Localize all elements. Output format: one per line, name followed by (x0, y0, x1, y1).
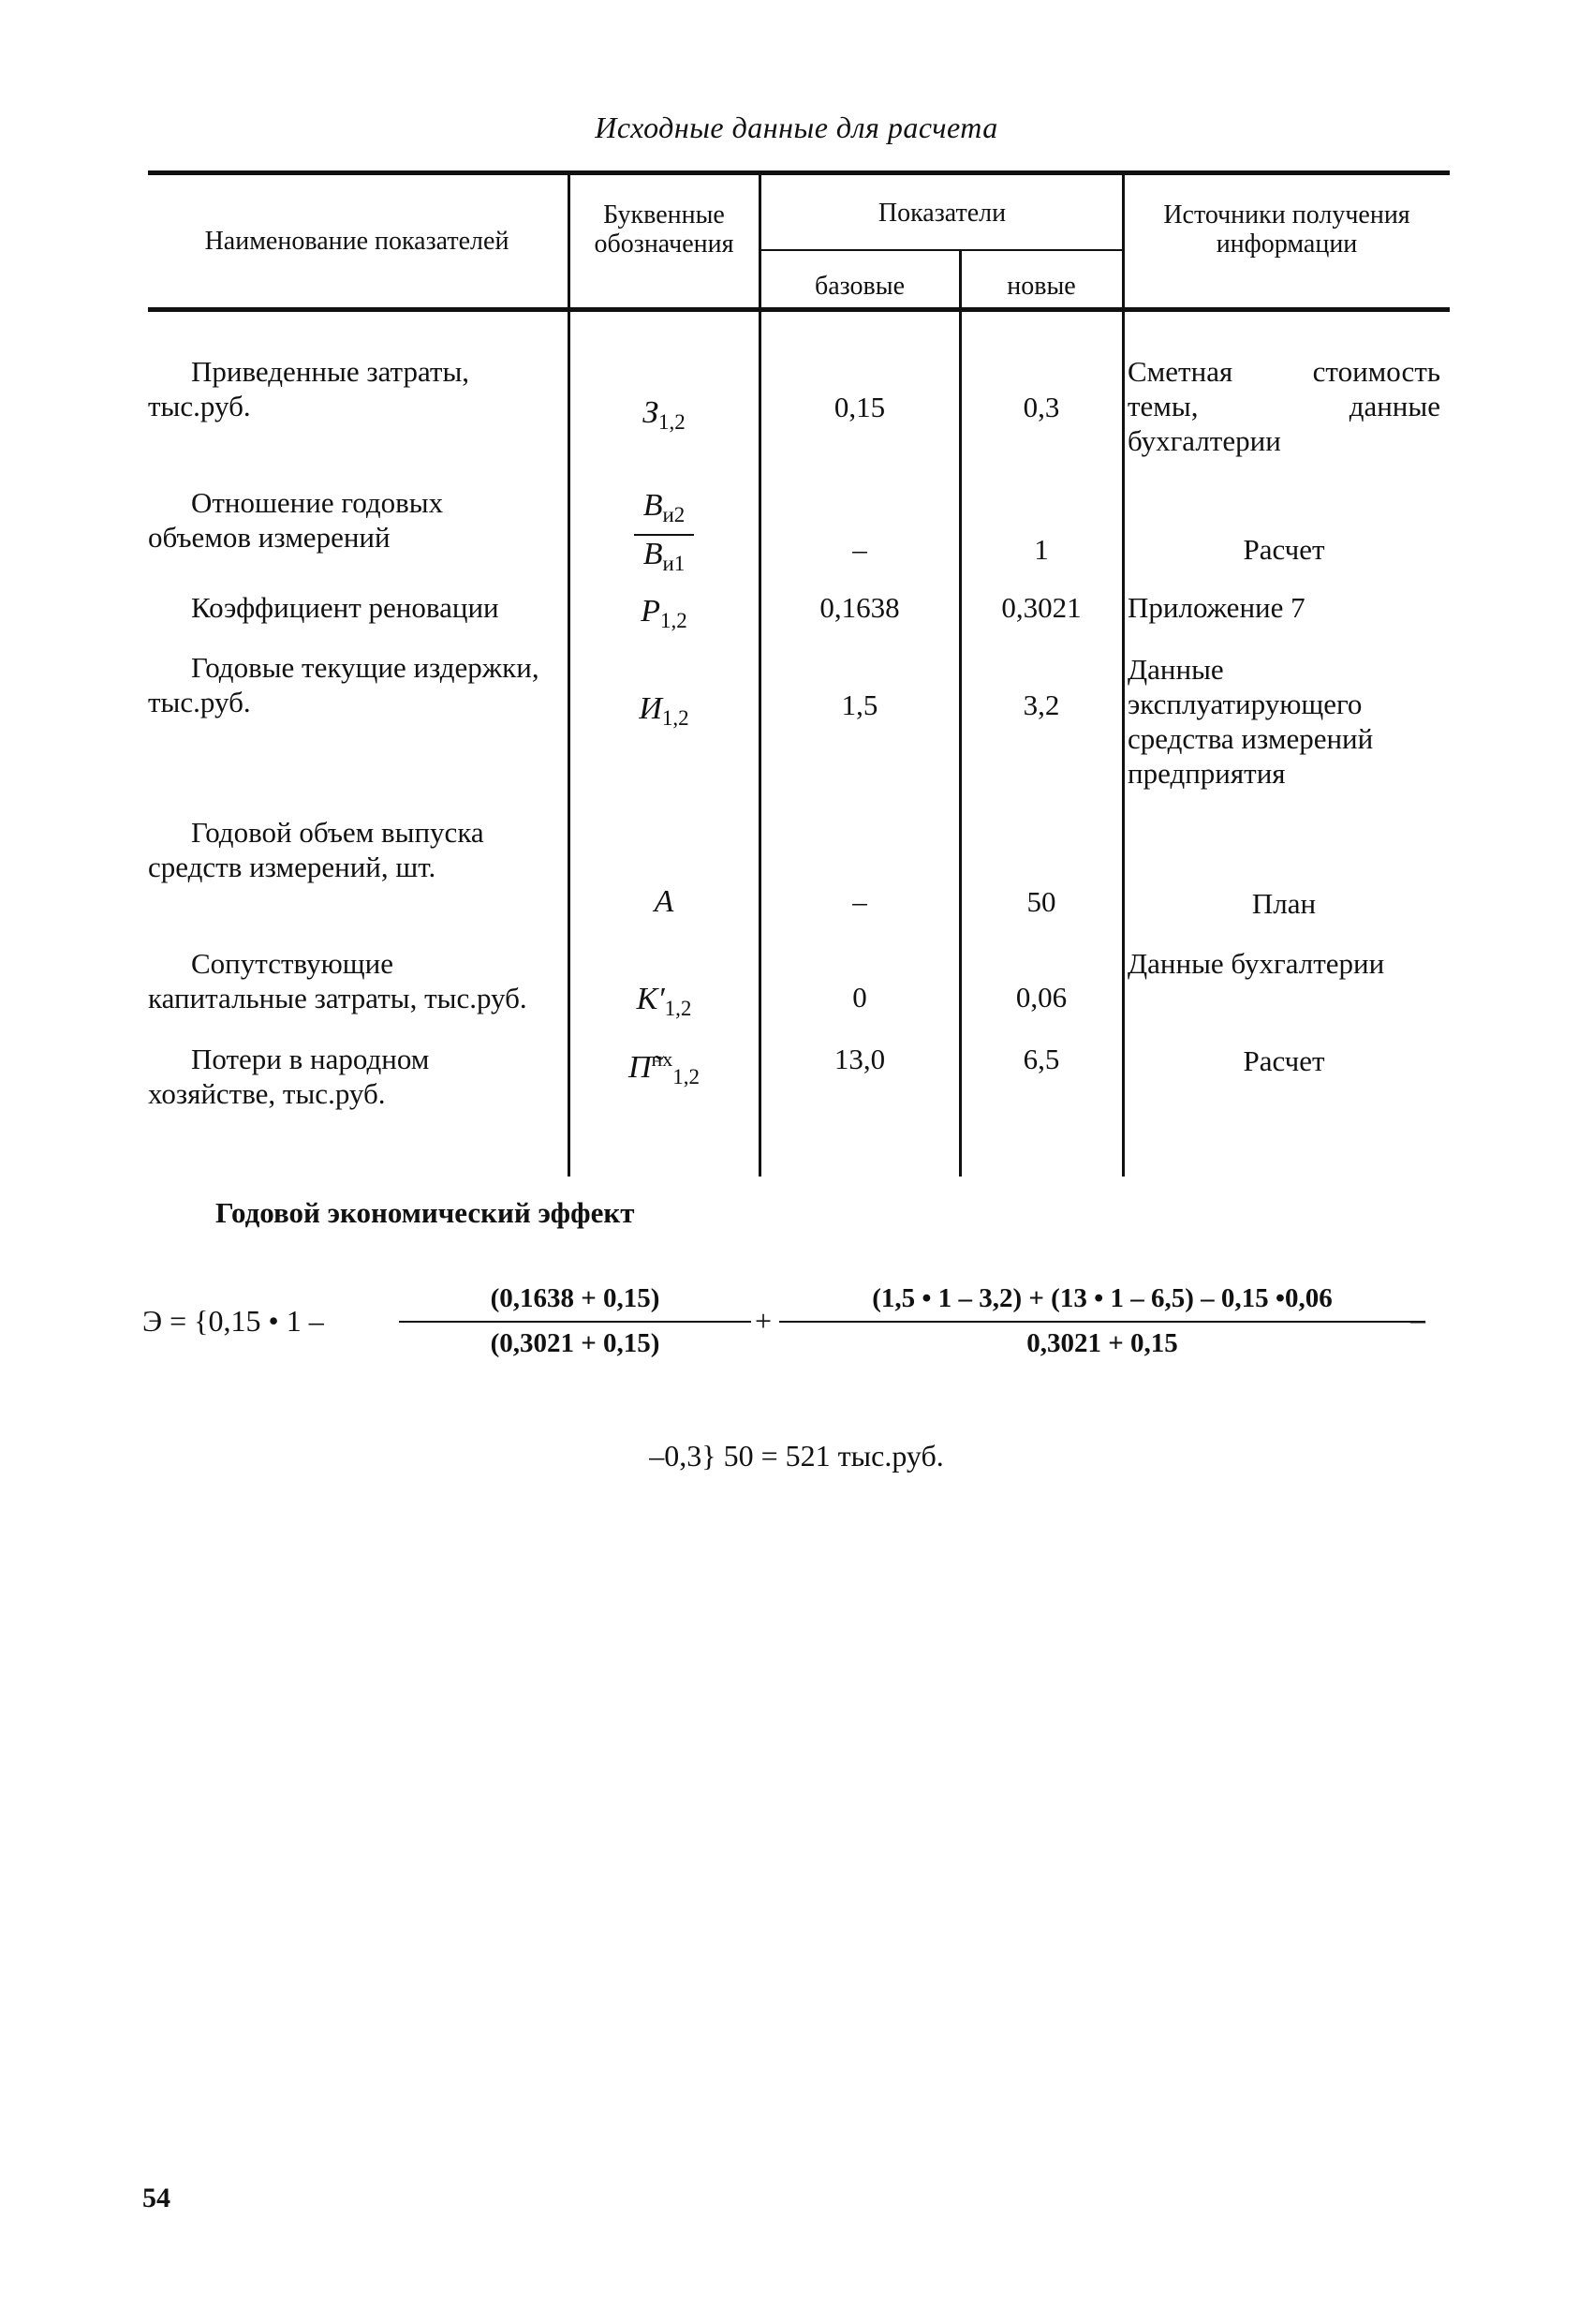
formula-trailing-minus: – (1410, 1302, 1425, 1336)
column-divider-1 (568, 172, 570, 1177)
row-source: Приложение 7 (1128, 591, 1305, 624)
formula-fraction-2-denominator: 0,3021 + 0,15 (1026, 1328, 1178, 1358)
row-new: 6,5 (1023, 1043, 1060, 1075)
formula-result: –0,3} 50 = 521 тыс.руб. (649, 1439, 944, 1473)
row-source: План (1251, 887, 1317, 920)
row-basic: – (852, 885, 867, 918)
page-number: 54 (142, 2183, 170, 2213)
row-new: 1 (1034, 533, 1049, 566)
row-new: 0,3 (1023, 391, 1060, 423)
row-symbol: А (654, 884, 674, 919)
row-name: Коэффициент реновации (191, 591, 499, 624)
column-divider-4 (1122, 172, 1125, 1177)
table-caption: Исходные данные для расчета (595, 111, 998, 144)
header-sources: Источники получения информации (1163, 200, 1410, 259)
row-source: Сметная стоимость темы, данные бухгалтерии (1128, 355, 1440, 457)
row-source: Расчет (1243, 533, 1325, 566)
formula-plus: + (755, 1304, 773, 1338)
row-name: Потери в народном хозяйстве, тыс.руб. (148, 1043, 430, 1110)
row-source: Данные эксплуатирующего средства измерений предприятия (1128, 653, 1374, 790)
row-basic: 13,0 (833, 1043, 886, 1075)
column-divider-2 (759, 172, 761, 1177)
header-basic: базовые (814, 272, 906, 301)
row-symbol: П̃$^{нх}_{1,2}$ (627, 1047, 701, 1088)
row-name: Годовой объем выпуска средств измерений, шт. (148, 816, 484, 883)
formula-fraction-1-numerator: (0,1638 + 0,15) (490, 1283, 660, 1313)
formula-fraction-1-bar (399, 1321, 751, 1323)
formula-fraction-2-bar (779, 1321, 1425, 1323)
row-name: Приведенные затраты, тыс.руб. (148, 355, 470, 422)
header-name: Наименование показателей (204, 227, 509, 256)
row-basic: 0,1638 (819, 591, 900, 624)
indicators-sub-rule (760, 249, 1124, 251)
row-name: Сопутствующие капитальные затраты, тыс.руб. (148, 947, 527, 1014)
row-symbol: $Р_{1,2}$ (641, 594, 687, 632)
header-indicators: Показатели (878, 199, 1007, 228)
row-name: Отношение годовых объемов измерений (148, 486, 444, 554)
header-symbols: Буквенные обозначения (594, 200, 734, 259)
formula-fraction-2-numerator: (1,5 • 1 – 3,2) + (13 • 1 – 6,5) – 0,15 •0,06 (872, 1283, 1333, 1313)
row-basic: 0,15 (833, 391, 886, 423)
effect-heading: Годовой экономический эффект (215, 1196, 635, 1229)
header-bottom-rule (148, 307, 1450, 312)
row-symbol: $З_{1,2}$ (642, 395, 686, 434)
row-source: Расчет (1243, 1044, 1325, 1077)
row-new: 50 (1026, 885, 1056, 918)
row-new: 0,3021 (1001, 591, 1082, 624)
table-top-rule (148, 170, 1450, 175)
row-basic: – (852, 533, 867, 566)
row-source: Данные бухгалтерии (1128, 947, 1385, 980)
formula-fraction-1-denominator: (0,3021 + 0,15) (490, 1328, 660, 1358)
row-name: Годовые текущие издержки, тыс.руб. (148, 651, 539, 718)
row-symbol: $И_{1,2}$ (639, 691, 689, 730)
row-symbol: $К'_{1,2}$ (636, 982, 692, 1020)
row-basic: 0 (852, 981, 867, 1014)
formula-lhs: Э = {0,15 • 1 – (142, 1304, 324, 1338)
row-new: 3,2 (1023, 688, 1060, 721)
row-new: 0,06 (1015, 981, 1068, 1014)
row-basic: 1,5 (841, 688, 878, 721)
row-symbol-fraction: $В_{и2}$ $В_{и1}$ (569, 487, 759, 583)
header-new: новые (1007, 272, 1076, 301)
